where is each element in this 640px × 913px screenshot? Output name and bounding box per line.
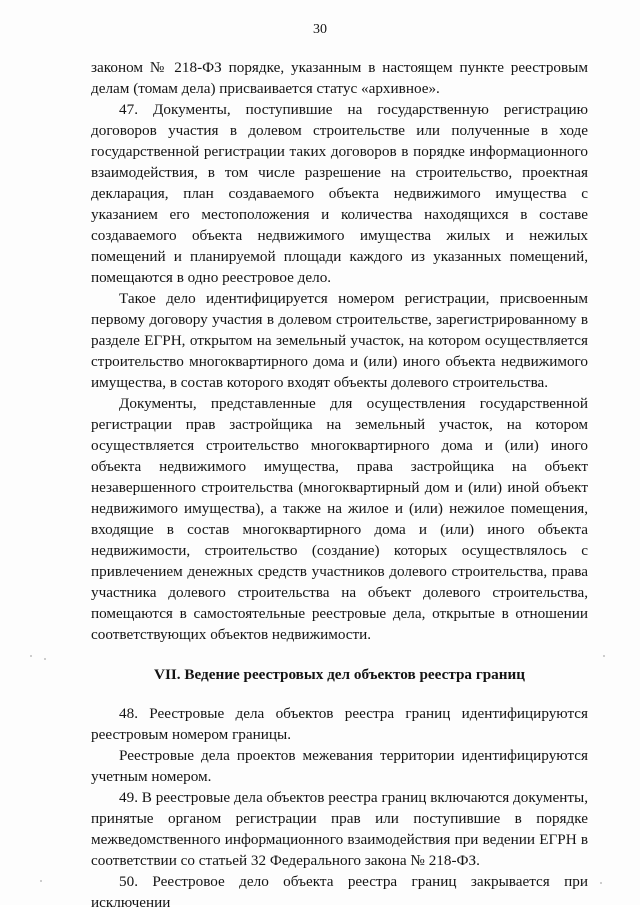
paragraph: Такое дело идентифицируется номером регистрации, присвоенным первому договору участия в долевом строительстве, зарегистрированному в разделе ЕГРН, открытом на земельный участок, на котором осуществляется строительство многоквартирного дома и (или) иного объекта недвижимого имущества, в состав которого входят объекты долевого строительства. xyxy=(91,290,588,391)
scan-artifact xyxy=(30,655,32,657)
paragraph: 49. В реестровые дела объектов реестра границ включаются документы, принятые органом регистрации прав или поступившие в порядке межведомственного информационного взаимодействия при ведении ЕГРН в соответствии со статьей 32 Федерального закона № 218-ФЗ. xyxy=(91,789,588,869)
paragraph: 48. Реестровые дела объектов реестра границ идентифицируются реестровым номером границы. xyxy=(91,705,588,743)
page-number: 30 xyxy=(313,22,327,37)
paragraph: законом № 218-ФЗ порядке, указанным в настоящем пункте реестровым делам (томам дела) присваивается статус «архивное». xyxy=(91,59,588,97)
paragraphs-before-section xyxy=(91,57,588,645)
paragraphs-after-section xyxy=(91,703,588,913)
paragraph: 47. Документы, поступившие на государственную регистрацию договоров участия в долевом строительстве или полученные в ходе государственной регистрации таких договоров в порядке информационного взаимодействия, в том числе разрешение на строительство, проектная декларация, план создаваемого объекта недвижимого имущества с указанием его местоположения и количества находящихся в составе создаваемого объекта недвижимого имущества жилых и нежилых помещений и планируемой площади каждого из указанных помещений, помещаются в одно реестровое дело. xyxy=(91,101,588,286)
scan-artifact xyxy=(40,880,42,882)
scan-artifact xyxy=(44,658,46,660)
document-body xyxy=(91,57,588,913)
paragraph: 50. Реестровое дело объекта реестра границ закрывается при исключении xyxy=(91,873,588,911)
paragraph: Документы, представленные для осуществления государственной регистрации прав застройщика на земельный участок, на котором осуществляется строительство многоквартирного дома и (или) иного объекта недвижимого имущества, права застройщика на объект незавершенного строительства (многоквартирный дом и (или) иной объект недвижимого имущества), а также на жилое и (или) нежилое помещения, входящие в состав многоквартирного дома и (или) иного объекта недвижимости, строительство (создание) которых осуществлялось с привлечением денежных средств участников долевого строительства, права участника долевого строительства на объект долевого строительства, помещаются в самостоятельные реестровые дела, открытые в отношении соответствующих объектов недвижимости. xyxy=(91,395,588,643)
paragraph: Реестровые дела проектов межевания территории идентифицируются учетным номером. xyxy=(91,747,588,785)
scan-artifact xyxy=(603,655,605,657)
section-heading: VII. Ведение реестровых дел объектов реестра границ xyxy=(153,666,526,683)
scan-artifact xyxy=(600,882,602,884)
